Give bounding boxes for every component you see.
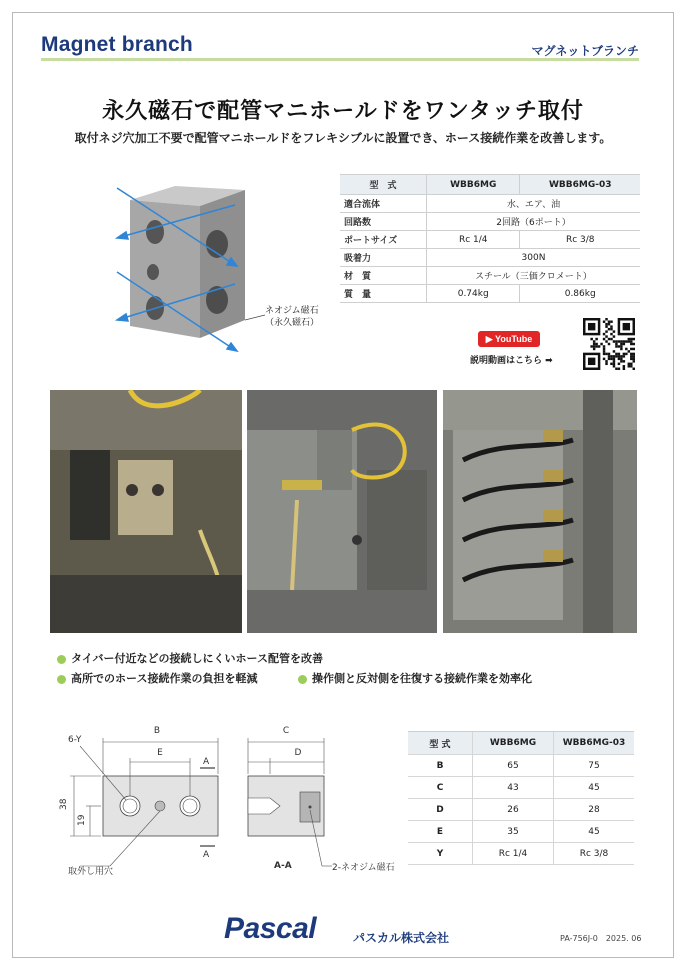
table-row <box>340 249 640 267</box>
spec-value: 0.74kg <box>427 285 520 303</box>
dim-value: 45 <box>554 821 635 843</box>
dim-label-hole: 6-Y <box>68 735 82 745</box>
feature-text: 操作側と反対側を往復する接続作業を効率化 <box>312 672 532 685</box>
dim-key: E <box>408 821 473 843</box>
spec-header-cell: 型 式 <box>340 175 427 195</box>
table-row <box>340 285 640 303</box>
spec-value: スチール（三価クロメート） <box>427 267 641 285</box>
dimension-table <box>408 731 634 865</box>
dim-value: Rc 3/8 <box>554 843 635 865</box>
spec-header-cell: WBB6MG <box>427 175 520 195</box>
dim-value: 35 <box>473 821 554 843</box>
photo-installation-2 <box>247 390 437 633</box>
dim-label-pitch: E <box>157 748 163 758</box>
spec-header-cell: WBB6MG-03 <box>520 175 640 195</box>
feature-item <box>57 670 257 686</box>
dim-value: 43 <box>473 777 554 799</box>
magnet-callout-line1: ネオジム磁石 <box>265 306 319 316</box>
table-row <box>340 195 640 213</box>
company-logo: Pascal <box>224 912 317 945</box>
section-mark-top: A <box>203 757 210 767</box>
spec-label: 材 質 <box>340 267 427 285</box>
spec-label: 回路数 <box>340 213 427 231</box>
page-subtitle: マグネットブランチ <box>531 44 639 58</box>
spec-label: 適合流体 <box>340 195 427 213</box>
bullet-dot-icon <box>57 675 66 684</box>
table-row <box>408 843 634 865</box>
spec-value: Rc 3/8 <box>520 231 640 249</box>
dim-key: C <box>408 777 473 799</box>
dim-label-center: 19 <box>77 814 87 826</box>
dim-header-cell: WBB6MG-03 <box>554 732 635 755</box>
block-front-face <box>130 200 200 338</box>
table-row <box>408 821 634 843</box>
dim-header-cell: 型 式 <box>408 732 473 755</box>
magnet-label: 2-ネオジム磁石 <box>332 863 395 873</box>
dim-value: 75 <box>554 755 635 777</box>
dim-key: D <box>408 799 473 821</box>
spec-label: ポートサイズ <box>340 231 427 249</box>
dim-key: Y <box>408 843 473 865</box>
table-row <box>340 267 640 285</box>
dim-value: 45 <box>554 777 635 799</box>
qr-code-icon[interactable] <box>583 318 635 370</box>
header-rule <box>41 58 639 61</box>
page-title: Magnet branch <box>41 33 193 56</box>
side-view-drawing <box>240 718 400 883</box>
youtube-label: YouTube <box>495 334 533 344</box>
callout-leader <box>245 315 265 320</box>
bullet-dot-icon <box>298 675 307 684</box>
spec-header-row <box>340 175 640 195</box>
subheadline: 取付ネジ穴加工不要で配管マニホールドをフレキシブルに設置でき、ホース接続作業を改善します。 <box>74 131 612 145</box>
company-name: パスカル株式会社 <box>353 931 450 945</box>
removal-hole-label: 取外し用穴 <box>68 867 114 877</box>
table-row <box>408 755 634 777</box>
front-view-drawing <box>50 718 235 883</box>
spec-table <box>340 174 640 303</box>
dim-label-width: B <box>153 726 161 736</box>
bullet-dot-icon <box>57 655 66 664</box>
dim-label-magnet-pos: D <box>294 748 302 758</box>
feature-text: 高所でのホース接続作業の負担を軽減 <box>71 672 258 685</box>
spec-value: 300N <box>427 249 641 267</box>
play-icon: ▶ <box>485 334 496 344</box>
photo-installation-1 <box>50 390 242 633</box>
table-row <box>340 213 640 231</box>
dim-header-cell: WBB6MG <box>473 732 554 755</box>
feature-item <box>57 650 323 666</box>
feature-item <box>298 670 532 686</box>
table-row <box>408 777 634 799</box>
dim-value: 65 <box>473 755 554 777</box>
spec-value: Rc 1/4 <box>427 231 520 249</box>
table-row <box>408 799 634 821</box>
magnet-callout-line2: （永久磁石） <box>265 318 320 328</box>
dim-label-depth: C <box>282 726 290 736</box>
spec-value: 0.86kg <box>520 285 640 303</box>
port-hole <box>146 220 164 244</box>
spec-value: 水、エア、油 <box>427 195 641 213</box>
dim-value: Rc 1/4 <box>473 843 554 865</box>
magnet-center <box>309 806 312 809</box>
table-row <box>340 231 640 249</box>
magnet-callout <box>265 305 319 329</box>
dim-value: 28 <box>554 799 635 821</box>
video-note[interactable]: 説明動画はこちら ➡ <box>470 356 553 366</box>
feature-text: タイバー付近などの接続しにくいホース配管を改善 <box>71 652 324 665</box>
dim-label-height: 38 <box>59 798 69 810</box>
removal-hole <box>155 801 165 811</box>
headline: 永久磁石で配管マニホールドをワンタッチ取付 <box>102 99 584 124</box>
section-mark-bottom: A <box>203 850 210 860</box>
photo-installation-3 <box>443 390 637 633</box>
dim-key: B <box>408 755 473 777</box>
youtube-badge[interactable] <box>478 331 540 347</box>
spec-value: 2回路（6ポート） <box>427 213 641 231</box>
dim-value: 26 <box>473 799 554 821</box>
document-number: PA-756J-0 2025. 06 <box>560 934 642 943</box>
spec-label: 質 量 <box>340 285 427 303</box>
dim-header-row <box>408 732 634 755</box>
section-label: A-A <box>274 861 292 871</box>
removal-hole <box>147 264 159 280</box>
spec-label: 吸着力 <box>340 249 427 267</box>
